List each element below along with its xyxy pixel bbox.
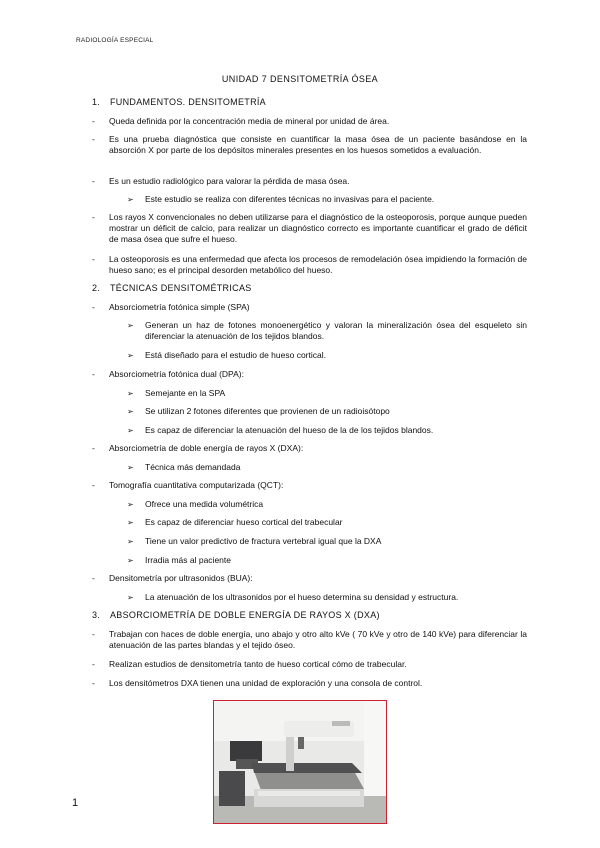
technique-item <box>92 369 527 380</box>
arrow-bullet-icon: ➢ <box>127 321 134 330</box>
page-number: 1 <box>72 797 79 809</box>
sub-bullet-text: Generan un haz de fotones monoenergético y valoran la mineralización ósea del esqueleto sin diferenciar la atenuación de los tejidos blandos. <box>145 320 527 341</box>
arrow-bullet-icon: ➢ <box>127 463 134 472</box>
arrow-bullet-icon: ➢ <box>127 500 134 509</box>
arrow-bullet-icon: ➢ <box>127 537 134 546</box>
section-2-heading <box>92 283 252 293</box>
sub-bullet-text: Se utilizan 2 fotones diferentes que provienen de un radioisótopo <box>145 406 390 416</box>
bullet <box>92 134 527 156</box>
bullet-text: Trabajan con haces de doble energía, uno abajo y otro alto kVe ( 70 kVe y otro de 140 kVe) para diferenciar la atenuación de las partes blandas y el tejido óseo. <box>109 629 527 650</box>
bullet-text: Es un estudio radiológico para valorar la pérdida de masa ósea. <box>109 176 350 186</box>
sub-bullet-text: La atenuación de los ultrasonidos por el hueso determina su densidad y estructura. <box>145 592 459 602</box>
section-1-heading <box>92 97 266 107</box>
section-title: ABSORCIOMETRÍA DE DOBLE ENERGÍA DE RAYOS X (DXA) <box>110 610 380 620</box>
arrow-bullet-icon: ➢ <box>127 593 134 602</box>
sub-bullet <box>127 517 527 528</box>
dash-marker: - <box>92 254 95 264</box>
bullet <box>92 678 527 689</box>
sub-bullet <box>127 499 527 510</box>
technique-label: Absorciometría fotónica dual (DPA): <box>109 369 244 379</box>
sub-bullet-text: Este estudio se realiza con diferentes técnicas no invasivas para el paciente. <box>145 194 435 204</box>
section-title: FUNDAMENTOS. DENSITOMETRÍA <box>110 97 266 107</box>
sub-bullet <box>127 536 527 547</box>
dash-marker: - <box>92 369 95 379</box>
section-3-heading <box>92 610 380 620</box>
sub-bullet-text: Es capaz de diferenciar la atenuación del hueso de la de los tejidos blandos. <box>145 425 434 435</box>
section-number: 2. <box>92 283 101 293</box>
section-number: 3. <box>92 610 101 620</box>
sub-bullet-text: Tiene un valor predictivo de fractura vertebral igual que la DXA <box>145 536 382 546</box>
sub-bullet <box>127 388 527 399</box>
densitometer-illustration <box>214 701 386 823</box>
sub-bullet <box>127 194 527 205</box>
bullet <box>92 629 527 651</box>
dash-marker: - <box>92 443 95 453</box>
sub-bullet <box>127 425 527 436</box>
bullet <box>92 212 527 245</box>
technique-label: Absorciometría fotónica simple (SPA) <box>109 302 250 312</box>
sub-bullet <box>127 592 527 603</box>
dash-marker: - <box>92 134 95 144</box>
arrow-bullet-icon: ➢ <box>127 426 134 435</box>
dash-marker: - <box>92 480 95 490</box>
section-title: TÉCNICAS DENSITOMÉTRICAS <box>110 283 252 293</box>
arrow-bullet-icon: ➢ <box>127 389 134 398</box>
sub-bullet <box>127 350 527 361</box>
technique-label: Tomografía cuantitativa computarizada (QCT): <box>109 480 284 490</box>
bullet <box>92 116 527 127</box>
technique-item <box>92 480 527 491</box>
bullet <box>92 659 527 670</box>
bullet-text: La osteoporosis es una enfermedad que afecta los procesos de remodelación ósea impidiendo la formación de hueso sano; es el principal desorden metabólico del hueso. <box>109 254 527 275</box>
dash-marker: - <box>92 116 95 126</box>
sub-bullet <box>127 406 527 417</box>
bullet <box>92 254 527 276</box>
bullet-text: Los rayos X convencionales no deben utilizarse para el diagnóstico de la osteoporosis, porque aunque pueden mostrar un déficit de calcio, para realizar un diagnóstico correcto es importante cuantificar el grado de déficit de masa ósea que sufre el hueso. <box>109 212 527 244</box>
arrow-bullet-icon: ➢ <box>127 518 134 527</box>
dash-marker: - <box>92 659 95 669</box>
arrow-bullet-icon: ➢ <box>127 556 134 565</box>
densitometer-photo <box>213 700 387 824</box>
sub-bullet-text: Ofrece una medida volumétrica <box>145 499 264 509</box>
page-title: UNIDAD 7 DENSITOMETRÍA ÓSEA <box>221 74 379 84</box>
arrow-bullet-icon: ➢ <box>127 195 134 204</box>
arrow-bullet-icon: ➢ <box>127 407 134 416</box>
bullet <box>92 176 527 187</box>
technique-item <box>92 302 527 313</box>
bullet-text: Queda definida por la concentración media de mineral por unidad de área. <box>109 116 390 126</box>
sub-bullet-text: Es capaz de diferenciar hueso cortical del trabecular <box>145 517 343 527</box>
sub-bullet <box>127 462 527 473</box>
dash-marker: - <box>92 573 95 583</box>
sub-bullet-text: Está diseñado para el estudio de hueso cortical. <box>145 350 326 360</box>
technique-item <box>92 573 527 584</box>
sub-bullet <box>127 555 527 566</box>
technique-item <box>92 443 527 454</box>
bullet-text: Los densitómetros DXA tienen una unidad de exploración y una consola de control. <box>109 678 423 688</box>
dash-marker: - <box>92 212 95 222</box>
running-header: RADIOLOGÍA ESPECIAL <box>76 37 154 44</box>
sub-bullet-text: Semejante en la SPA <box>145 388 226 398</box>
dash-marker: - <box>92 302 95 312</box>
sub-bullet-text: Técnica más demandada <box>145 462 241 472</box>
sub-bullet <box>127 320 527 342</box>
dash-marker: - <box>92 629 95 639</box>
dash-marker: - <box>92 176 95 186</box>
section-number: 1. <box>92 97 101 107</box>
bullet-text: Realizan estudios de densitometría tanto de hueso cortical cómo de trabecular. <box>109 659 407 669</box>
technique-label: Densitometría por ultrasonidos (BUA): <box>109 573 253 583</box>
dash-marker: - <box>92 678 95 688</box>
bullet-text: Es una prueba diagnóstica que consiste en cuantificar la masa ósea de un paciente basándose en la absorción X por parte de los depósitos minerales presentes en los huesos sometidos a evaluación. <box>109 134 527 155</box>
technique-label: Absorciometría de doble energía de rayos X (DXA): <box>109 443 304 453</box>
sub-bullet-text: Irradia más al paciente <box>145 555 231 565</box>
arrow-bullet-icon: ➢ <box>127 351 134 360</box>
